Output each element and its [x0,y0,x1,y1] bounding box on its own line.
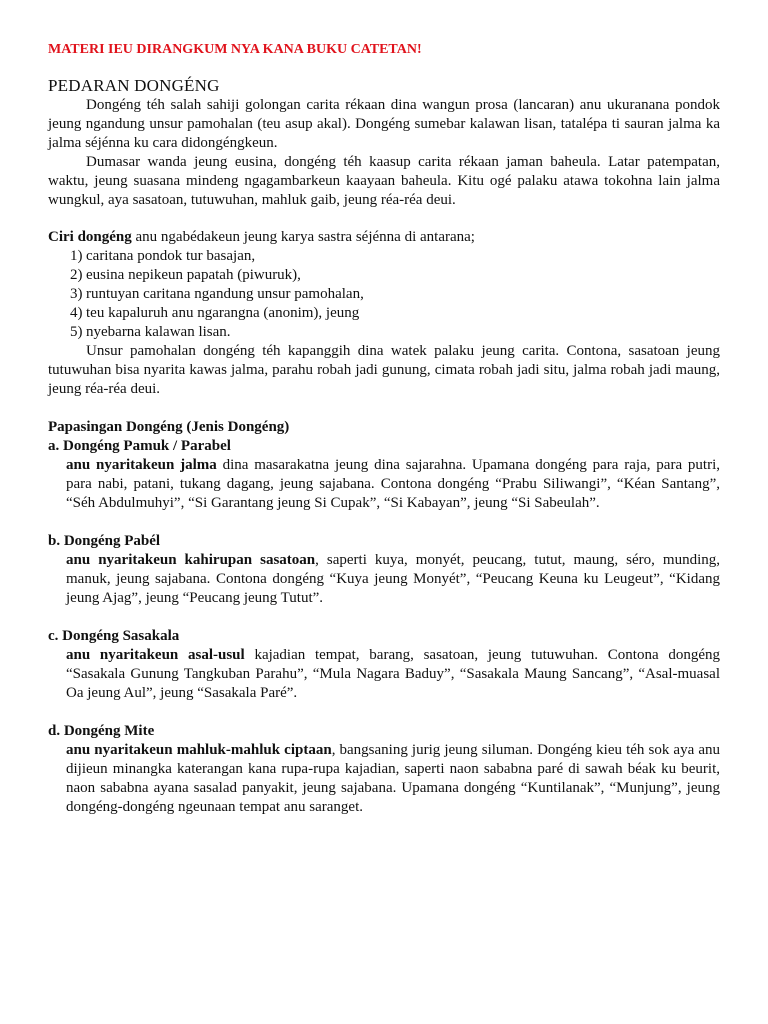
type-section-c [48,627,720,703]
list-item-number: 2) [70,267,83,283]
ciri-list [48,247,720,342]
intro-paragraph-2: Dumasar wanda jeung eusina, dongéng téh kaasup carita rékaan jaman baheula. Latar patempatan, waktu, jeung suasana mindeng ngagambarkeun kaayaan baheula. Kitu ogé palaku atawa tokohna lain jalma wungkul, aya sasatoan, tutuwuhan, mahluk gaib, jeung réa-réa deui. [48,154,720,208]
list-item-number: 5) [70,324,83,340]
section-title-jenis: Papasingan Dongéng (Jenis Dongéng) [48,419,290,435]
type-body-c [48,646,720,703]
list-item-text: nyebarna kalawan lisan. [86,324,231,340]
list-item-number: 1) [70,248,83,264]
type-text-c: kajadian tempat, barang, sasatoan, jeung tutuwuhan. Contona dongéng “Sasakala Gunung Tangkuban Parahu”, “Mula Nagara Baduy”, “Sasakala Maung Sancang”, “Asal-muasal Oa jeung Aul”, jeung “Sasakala Paré”. [66,647,720,701]
type-body-a [48,456,720,513]
list-item [48,323,720,342]
page-title: PEDARAN DONGÉNG [48,76,220,95]
type-body-d [48,741,720,817]
ciri-label: Ciri dongéng [48,229,132,245]
list-item-number: 4) [70,305,83,321]
type-title-c: c. Dongéng Sasakala [48,628,180,644]
list-item-text: runtuyan caritana ngandung unsur pamohalan, [86,286,364,302]
notice-title: MATERI IEU DIRANGKUM NYA KANA BUKU CATETAN! [48,42,422,57]
ciri-closing-paragraph: Unsur pamohalan dongéng téh kapanggih dina watek palaku jeung carita. Contona, sasatoan jeung tutuwuhan bisa nyarita kawas jalma, parahu robah jadi gunung, cimata robah jadi situ, jalma robah jadi maung, jeung réa-réa deui. [48,343,720,397]
list-item-text: teu kapaluruh anu ngarangna (anonim), jeung [86,305,360,321]
list-item [48,266,720,285]
list-item [48,247,720,266]
list-item-text: eusina nepikeun papatah (piwuruk), [86,267,301,283]
ciri-intro [48,228,720,247]
type-section-b [48,532,720,608]
list-item [48,304,720,323]
type-title-b: b. Dongéng Pabél [48,533,161,549]
type-text-a: dina masarakatna jeung dina sajarahna. Upamana dongéng para raja, para putri, para nabi, patani, tukang dagang, jeung sajabana. Contona dongéng “Prabu Siliwangi”, “Kéan Santang”, “Séh Abdulmuhyi”, “Si Garantang jeung Si Cupak”, “Si Kabayan”, jeung “Si Sabeulah”. [66,457,720,511]
type-keyword-b: anu nyaritakeun kahirupan sasatoan [66,552,316,568]
type-keyword-a: anu nyaritakeun jalma [66,457,217,473]
list-item-text: caritana pondok tur basajan, [86,248,256,264]
type-keyword-d: anu nyaritakeun mahluk-mahluk ciptaan [66,742,332,758]
type-text-b: , saperti kuya, monyét, peucang, tutut, maung, séro, munding, manuk, jeung sajabana. Contona dongéng “Kuya jeung Monyét”, “Peucang Keuna ku Leugeut”, “Kidang jeung Ajag”, jeung “Peucang jeung Tutut”. [66,552,720,606]
type-title-d: d. Dongéng Mite [48,723,155,739]
type-section-a [48,437,720,513]
type-section-d [48,722,720,817]
type-keyword-c: anu nyaritakeun asal-usul [66,647,245,663]
ciri-intro-text: anu ngabédakeun jeung karya sastra séjénna di antarana; [131,229,475,245]
type-body-b [48,551,720,608]
list-item-number: 3) [70,286,83,302]
intro-paragraph-1: Dongéng téh salah sahiji golongan carita rékaan dina wangun prosa (lancaran) anu ukuranana pondok jeung ngandung unsur pamohalan (teu asup akal). Dongéng sumebar kalawan lisan, tatalépa ti sauran jalma ka jalma séjénna ku cara didongéngkeun. [48,97,720,151]
type-title-a: a. Dongéng Pamuk / Parabel [48,438,231,454]
list-item [48,285,720,304]
type-text-d: , bangsaning jurig jeung siluman. Dongéng kieu téh sok aya anu dijieun minangka katerangan kana rupa-rupa kajadian, saperti naon sababna paré di sawah béak ku beurit, naon sababna ayana sasalad panyakit, jeung sajabana. Upamana dongéng “Kuntilanak”, “Munjung”, jeung dongéng-dongéng ngeunaan tempat anu saranget. [66,742,720,815]
